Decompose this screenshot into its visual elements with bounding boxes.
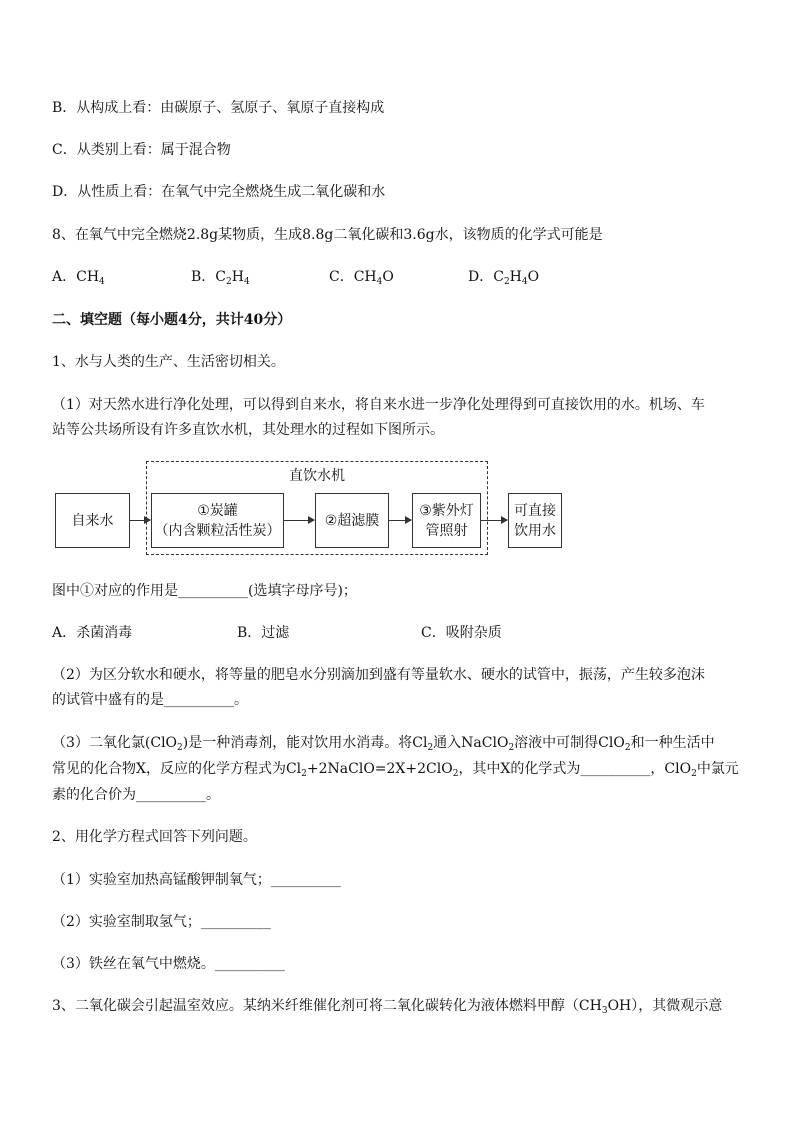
q2-sub1: （1）实验室加热高锰酸钾制氧气；__________ (52, 872, 341, 888)
water-machine-label: 直饮水机 (289, 468, 345, 484)
q1-part1-line2: 站等公共场所设有许多直饮水机，其处理水的过程如下图所示。 (52, 422, 444, 438)
step2-label: ②超滤膜 (324, 512, 380, 529)
output-box (508, 493, 562, 548)
q1-part1-line1: （1）对天然水进行净化处理，可以得到自来水，将自来水进一步净化处理得到可直接饮用的水。机场、车 (52, 397, 705, 413)
q2-stem: 2、用化学方程式回答下列问题。 (52, 829, 257, 845)
step3-box (412, 493, 481, 548)
q1-stem: 1、水与人类的生产、生活密切相关。 (52, 354, 285, 370)
step1-box (151, 493, 284, 548)
q1-part3-line2: 常见的化合物X，反应的化学方程式为$Cl_2+2NaClO=2X+2ClO_2$，其中X的化学式为__________，ClO$_2$中氯元 (52, 761, 739, 779)
output-line2: 饮用水 (514, 522, 556, 539)
output-line1: 可直接 (514, 502, 556, 519)
q1-fig-option-c: C．吸附杂质 (421, 625, 502, 641)
arrow-3 (389, 520, 411, 521)
q1-part2-line2: 的试管中盛有的是__________。 (52, 692, 248, 708)
step2-box (315, 493, 389, 548)
arrow-4 (481, 520, 507, 521)
q2-sub3: （3）铁丝在氧气中燃烧。__________ (52, 956, 285, 972)
q7-option-c: C．从类别上看：属于混合物 (52, 142, 231, 158)
q1-part2-line1: （2）为区分软水和硬水，将等量的肥皂水分别滴加到盛有等量软水、硬水的试管中，振荡，产生较多泡沫 (52, 667, 705, 683)
q8-option-c: C．$CH_4O$ (329, 269, 394, 287)
q8-stem: 8、在氧气中完全燃烧2.8g某物质，生成8.8g二氧化碳和3.6g水，该物质的化学式可能是 (52, 227, 603, 243)
input-label: 自来水 (71, 512, 114, 529)
q7-option-d: D．从性质上看：在氧气中完全燃烧生成二氧化碳和水 (52, 184, 386, 200)
arrow-1 (130, 520, 150, 521)
q8-option-a: A．$CH_4$ (52, 269, 105, 287)
q1-fig-option-b: B．过滤 (237, 625, 290, 641)
q8-option-d: D．$C_2H_4O$ (468, 269, 540, 287)
q2-sub2: （2）实验室制取氢气；__________ (52, 914, 271, 930)
step1-line1: ①炭罐 (197, 502, 238, 519)
q3-stem: 3、二氧化碳会引起温室效应。某纳米纤维催化剂可将二氧化碳转化为液体燃料甲醇$(CH_3OH)$，其微观示意 (52, 998, 723, 1016)
section-title: 二、填空题（每小题4分，共计40分） (52, 312, 292, 328)
q1-part3-line1: （3）二氧化氯(ClO$_2$)是一种消毒剂，能对饮用水消毒。将$Cl_2$通入NaClO$_2$溶液中可制得ClO$_2$和一种生活中 (52, 735, 715, 753)
q1-fig-option-a: A．杀菌消毒 (52, 625, 133, 641)
input-box (55, 493, 130, 548)
q7-option-b: B．从构成上看：由碳原子、氢原子、氧原子直接构成 (52, 100, 385, 116)
step3-line1: ③紫外灯 (419, 502, 474, 519)
q1-figure-question: 图中①对应的作用是__________(选填字母序号)； (52, 583, 357, 599)
step3-line2: 管照射 (425, 522, 468, 539)
step1-line2: （内含颗粒活性炭） (154, 522, 281, 539)
arrow-2 (284, 520, 314, 521)
q1-part3-line3: 素的化合价为__________。 (52, 787, 220, 803)
q8-option-b: B．$C_2H_4$ (191, 269, 250, 287)
